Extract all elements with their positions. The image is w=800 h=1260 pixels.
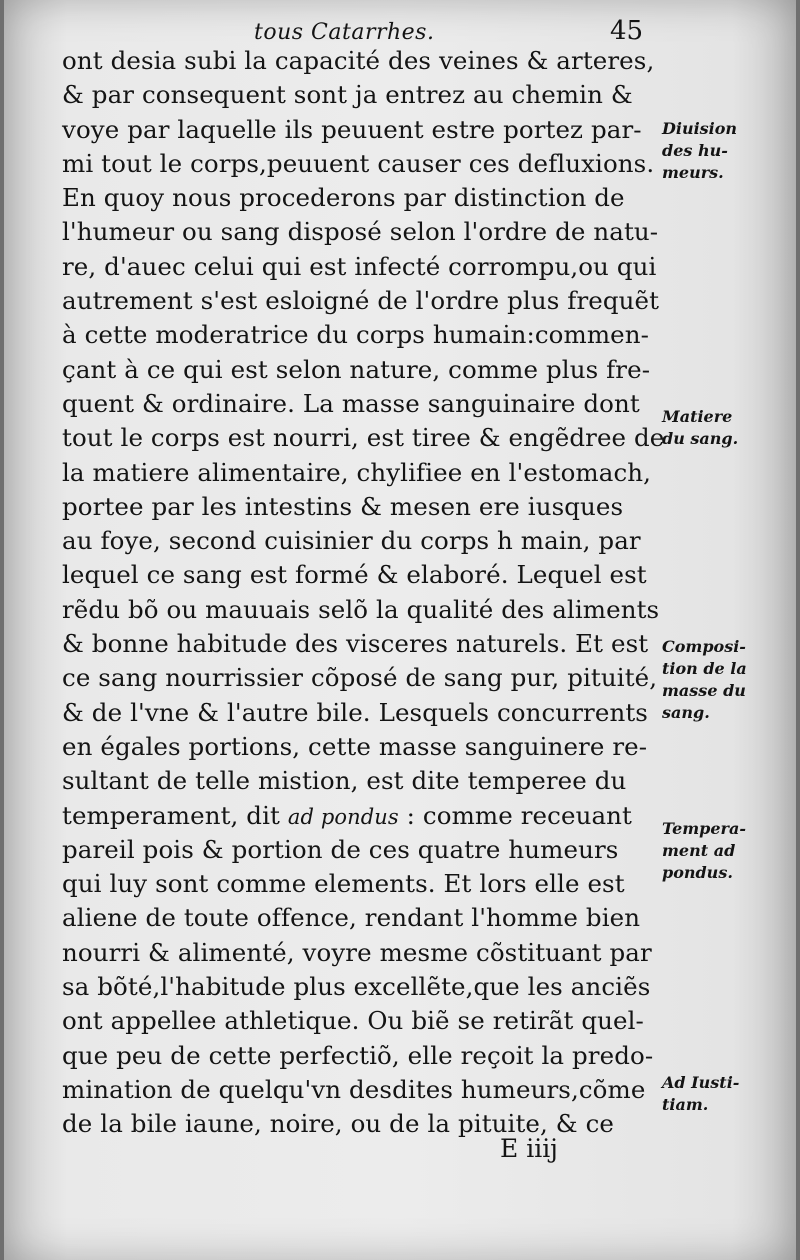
margin-note-line: Composi- <box>662 637 746 656</box>
margin-note <box>662 406 790 450</box>
text-line <box>62 764 662 798</box>
text-line <box>62 593 662 627</box>
text-segment: sa bõté,l'habitude plus excellẽte,que les anciẽs <box>62 972 651 1002</box>
text-line <box>62 1004 662 1038</box>
text-segment: En quoy nous procederons par distinction de <box>62 183 625 213</box>
margin-note-line: Diuision <box>662 119 738 138</box>
text-line <box>62 113 662 147</box>
text-segment: en égales portions, cette masse sanguinere re- <box>62 731 648 761</box>
text-line <box>62 1107 662 1141</box>
text-line <box>62 318 662 352</box>
text-segment: que peu de cette perfectiõ, elle reçoit la predo- <box>62 1040 654 1070</box>
text-line <box>62 181 662 215</box>
text-line <box>62 284 662 318</box>
text-line <box>62 250 662 284</box>
margin-note-line: ment ad <box>662 841 736 860</box>
text-line <box>62 456 662 490</box>
margin-note-line: pondus. <box>662 863 733 882</box>
text-segment: nourri & alimenté, voyre mesme cõstituant par <box>62 937 652 967</box>
text-line <box>62 524 662 558</box>
text-line <box>62 353 662 387</box>
signature-mark: E iiij <box>500 1134 558 1163</box>
text-segment: sultant de telle mistion, est dite temperee du <box>62 766 627 796</box>
text-line <box>62 147 662 181</box>
text-line <box>62 215 662 249</box>
text-segment: & de l'vne & l'autre bile. Lesquels concurrents <box>62 697 648 727</box>
text-segment: re, d'auec celui qui est infecté corrompu,ou qui <box>62 251 657 281</box>
text-segment: mi tout le corps,peuuent causer ces defluxions. <box>62 148 655 178</box>
margin-note-line: meurs. <box>662 163 724 182</box>
text-segment: la matiere alimentaire, chylifiee en l'estomach, <box>62 457 652 487</box>
text-line <box>62 799 662 833</box>
margin-note-line: tiam. <box>662 1095 709 1114</box>
text-segment: portee par les intestins & mesen ere iusques <box>62 491 624 521</box>
margin-note-line: du sang. <box>662 429 739 448</box>
text-segment: çant à ce qui est selon nature, comme plus fre- <box>62 354 651 384</box>
text-line <box>62 696 662 730</box>
text-segment: à cette moderatrice du corps humain:commen- <box>62 320 650 350</box>
book-page <box>4 0 796 1260</box>
text-segment: au foye, second cuisinier du corps h main, par <box>62 526 641 556</box>
text-segment: autrement s'est esloigné de l'ordre plus frequẽt <box>62 286 660 316</box>
page-number: 45 <box>610 16 644 46</box>
text-line <box>62 970 662 1004</box>
text-line <box>62 387 662 421</box>
text-line <box>62 44 662 78</box>
margin-note-line: tion de la <box>662 659 747 678</box>
text-segment: : comme receuant <box>398 800 632 830</box>
text-line <box>62 627 662 661</box>
text-line <box>62 1073 662 1107</box>
text-segment: ont appellee athletique. Ou biẽ se retirãt quel- <box>62 1006 644 1036</box>
margin-note-line: sang. <box>662 703 710 722</box>
text-line <box>62 558 662 592</box>
text-segment: voye par laquelle ils peuuent estre portez par- <box>62 114 642 144</box>
text-line <box>62 661 662 695</box>
text-segment: & bonne habitude des visceres naturels. Et est <box>62 629 649 659</box>
margin-note-line: Tempera- <box>662 819 746 838</box>
text-segment: mination de quelqu'vn desdites humeurs,cõme <box>62 1074 646 1104</box>
text-line <box>62 833 662 867</box>
text-segment: de la bile iaune, noire, ou de la pituite, & ce <box>62 1109 615 1139</box>
text-line <box>62 421 665 455</box>
running-title: tous Catarrhes. <box>254 20 435 45</box>
margin-note <box>662 118 790 184</box>
text-segment: tout le corps est nourri, est tiree & engẽdree de <box>62 423 665 453</box>
margin-note <box>662 818 790 884</box>
text-segment: ont desia subi la capacité des veines & arteres, <box>62 46 655 75</box>
margin-note-line: Matiere <box>662 407 733 426</box>
text-segment: qui luy sont comme elements. Et lors elle est <box>62 869 625 899</box>
text-line <box>62 867 662 901</box>
text-line <box>62 490 662 524</box>
text-line <box>62 936 662 970</box>
body-text <box>62 44 665 1142</box>
text-segment: temperament, dit <box>62 800 288 830</box>
page-header <box>4 14 796 48</box>
text-segment: quent & ordinaire. La masse sanguinaire dont <box>62 388 640 418</box>
italic-phrase: ad pondus <box>287 804 399 829</box>
margin-note-line: Ad Iusti- <box>662 1073 740 1092</box>
text-segment: & par consequent sont ja entrez au chemin & <box>62 80 633 110</box>
margin-note-line: masse du <box>662 681 746 700</box>
text-segment: lequel ce sang est formé & elaboré. Lequel est <box>62 560 647 590</box>
margin-note-line: des hu- <box>662 141 728 160</box>
text-segment: ce sang nourrissier cõposé de sang pur, pituité, <box>62 663 658 693</box>
text-line <box>62 730 662 764</box>
text-segment: l'humeur ou sang disposé selon l'ordre de natu- <box>62 217 659 247</box>
text-segment: rẽdu bõ ou mauuais selõ la qualité des aliments <box>62 594 660 624</box>
text-line <box>62 78 662 112</box>
text-line <box>62 901 662 935</box>
margin-note <box>662 636 790 724</box>
text-segment: pareil pois & portion de ces quatre humeurs <box>62 834 619 864</box>
margin-note <box>662 1072 790 1116</box>
text-segment: aliene de toute offence, rendant l'homme bien <box>62 903 641 933</box>
text-line <box>62 1039 662 1073</box>
